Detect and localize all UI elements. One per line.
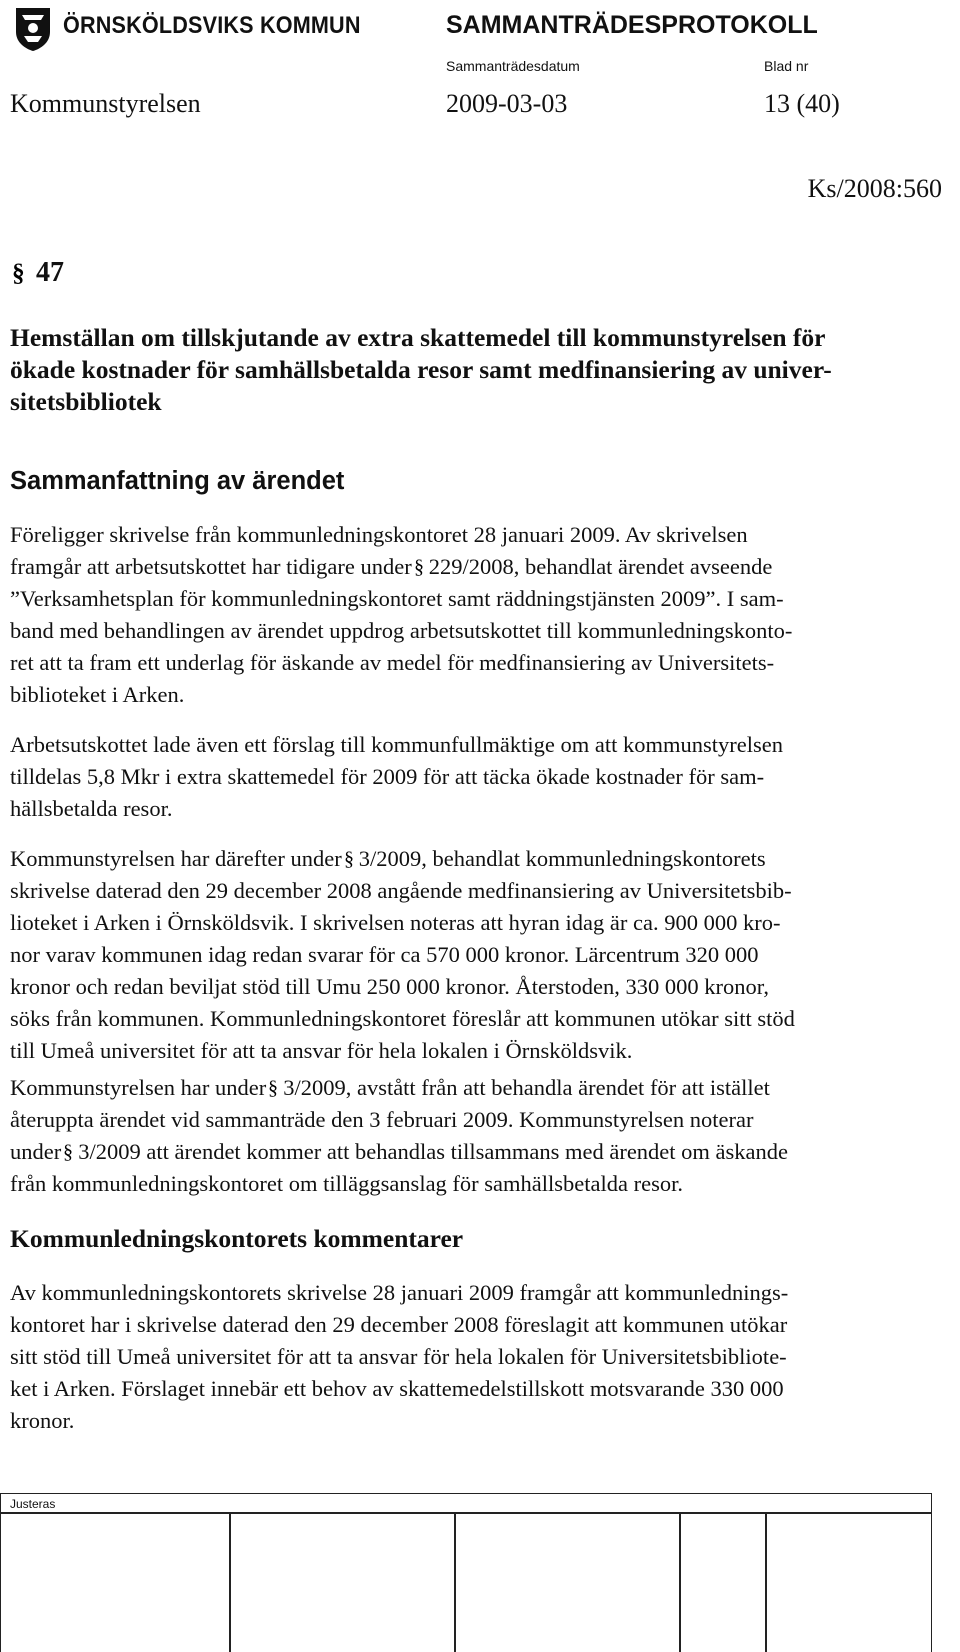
signature-cell-divider (679, 1512, 681, 1652)
svg-text:§: § (413, 556, 424, 578)
comments-paragraph-1: Av kommunledningskontorets skrivelse 28 januari 2009 framgår att kommunlednings- kontoret har i skrivelse daterad den 29 december 2008 föreslagit att kommunen utökar sitt stöd till Umeå universitet för att ta ansvar för hela lokalen för Universitetsbibliote- ket i Arken. Förslaget innebär ett behov av skattemedelstillskott motsvarande 330 000 kronor. (10, 1280, 789, 1433)
svg-text:§: § (12, 260, 25, 286)
svg-text:§: § (63, 1141, 74, 1163)
page-number: 13 (40) (764, 89, 840, 118)
summary-paragraph-4: Kommunstyrelsen har under § 3/2009, avstått från att behandla ärendet för att istället återuppta ärendet vid sammanträde den 3 februari 2009. Kommunstyrelsen noterar under § 3/2009 att ärendet kommer att behandlas tillsammans med ärendet om äskande från kommunledningskontoret om tilläggsanslag för samhällsbetalda resor. (10, 1075, 789, 1196)
comments-heading: Kommunledningskontorets kommentarer (10, 1224, 464, 1253)
case-number: Ks/2008:560 (807, 174, 942, 203)
case-title (10, 322, 935, 418)
summary-paragraph-3: Kommunstyrelsen har därefter under § 3/2009, behandlat kommunledningskontorets skrivelse daterad den 29 december 2008 angående medfinansiering av Universitetsbib- lioteket i Arken i Örnsköldsvik. I skrivelsen noteras att hyran idag är ca. 900 000 kro- nor varav kommunen idag redan svarar för ca 570 000 kronor. Lärcentrum 320 000 kronor och redan beviljat stöd till Umu 250 000 kronor. Återstoden, 330 000 kronor, söks från kommunen. Kommunledningskontoret föreslår att kommunen utökar sitt stöd till Umeå universitet för att ta ansvar för hela lokalen i Örnsköldsvik. (10, 846, 795, 1063)
governing-body: Kommunstyrelsen (10, 89, 201, 118)
summary-heading: Sammanfattning av ärendet (10, 467, 345, 495)
meeting-date: 2009-03-03 (446, 89, 568, 118)
signature-cell-divider (454, 1512, 456, 1652)
case-title-line: ökade kostnader för samhällsbetalda resor samt medfinansiering av univer- (10, 355, 832, 384)
meeting-date-label: Sammanträdesdatum (446, 58, 580, 74)
justeras-label: Justeras (10, 1497, 56, 1511)
svg-text:§: § (268, 1077, 279, 1099)
page-number-label: Blad nr (764, 58, 809, 74)
municipality-crest-icon (14, 6, 52, 52)
signature-table (0, 1493, 932, 1652)
case-title-line: Hemställan om tillskjutande av extra skattemedel till kommunstyrelsen för (10, 323, 826, 352)
summary-paragraph-1: Föreligger skrivelse från kommunledningskontoret 28 januari 2009. Av skrivelsen framgår att arbetsutskottet har tidigare under § 229/2008, behandlat ärendet avseende ”Verksamhetsplan för kommunledningskontoret samt räddningstjänsten 2009”. I sam- band med behandlingen av ärendet uppdrog arbetsutskottet till kommunledningskonto- ret att ta fram ett underlag för äskande av medel för medfinansiering av Universitets- biblioteket i Arken. (10, 522, 793, 707)
organization-name: ÖRNSKÖLDSVIKS KOMMUN (63, 12, 361, 39)
signature-cell-divider (229, 1512, 231, 1652)
section-sign-icon (414, 556, 427, 578)
signature-table-divider (0, 1512, 932, 1514)
section-number (10, 257, 64, 289)
section-sign-icon (63, 1141, 76, 1163)
section-sign-icon (268, 1077, 281, 1099)
signature-cell-divider (765, 1512, 767, 1652)
case-title-line: sitetsbibliotek (10, 387, 162, 416)
section-sign-icon (12, 260, 27, 286)
section-sign-icon (344, 848, 357, 870)
svg-text:§: § (343, 848, 354, 870)
document-type: SAMMANTRÄDESPROTOKOLL (446, 11, 818, 39)
summary-paragraph-2: Arbetsutskottet lade även ett förslag till kommunfullmäktige om att kommunstyrelsen tilldelas 5,8 Mkr i extra skattemedel för 2009 för att täcka ökade kostnader för sam- hällsbetalda resor. (10, 732, 783, 821)
section-number-value: 47 (36, 257, 64, 288)
